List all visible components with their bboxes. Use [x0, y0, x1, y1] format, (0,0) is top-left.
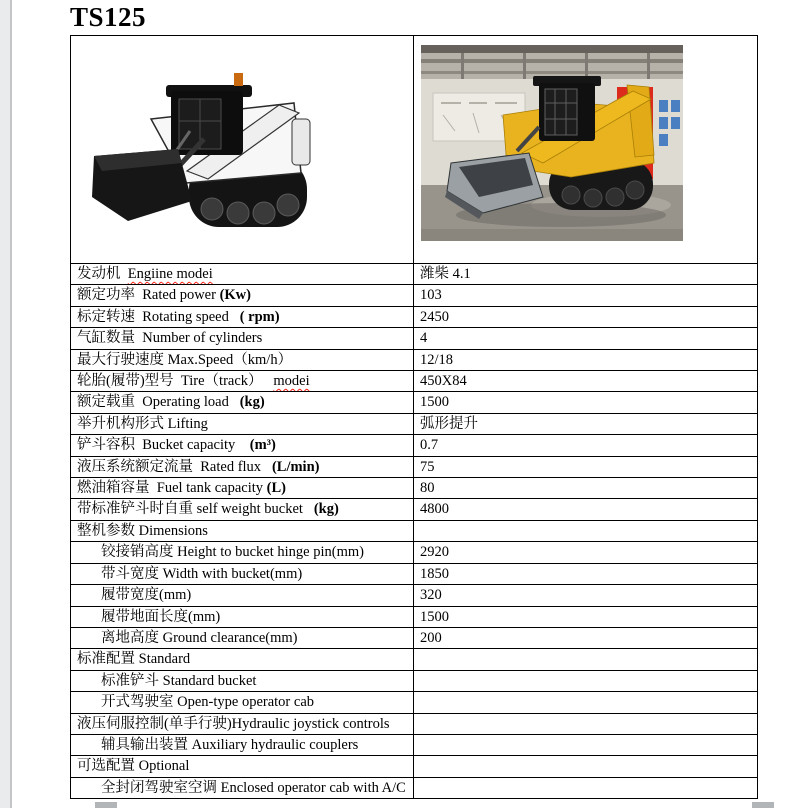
- spec-label-cell: [71, 328, 414, 349]
- spec-label-pre: 液压伺服控制(单手行驶)Hydraulic joystick controls: [77, 715, 390, 732]
- spec-row: [71, 499, 758, 520]
- spec-label-pre: 铰接销高度 Height to bucket hinge pin(mm): [101, 544, 364, 561]
- spec-row: [71, 478, 758, 499]
- spec-label-bold: (L/min): [271, 458, 320, 475]
- spec-row: [71, 371, 758, 392]
- spec-label-cell: [71, 734, 414, 755]
- spec-label-bold: (kg): [239, 394, 265, 411]
- spec-label-cell: [71, 371, 414, 392]
- spec-label-cell: [71, 756, 414, 777]
- spec-label-cell: [71, 306, 414, 327]
- spec-label-pre: 全封闭驾驶室空调 Enclosed operator cab with A/C: [101, 779, 406, 796]
- spec-value-cell: 1850: [414, 563, 758, 584]
- spec-label-cell: [71, 713, 414, 734]
- spec-label-pre: 标准铲斗 Standard bucket: [101, 672, 257, 689]
- white-track-loader-photo: [86, 61, 321, 256]
- spec-value-cell: 12/18: [414, 349, 758, 370]
- spec-label-cell: [71, 392, 414, 413]
- spec-label-pre: 离地高度 Ground clearance(mm): [101, 629, 298, 646]
- spec-label-bold: ( rpm): [239, 308, 280, 325]
- spec-label-bold: (L): [266, 480, 287, 497]
- spec-label-pre: 带标准铲斗时自重 self weight bucket: [77, 501, 314, 518]
- spec-row: [71, 734, 758, 755]
- spec-value-cell: 4: [414, 328, 758, 349]
- spec-label-cell: [71, 649, 414, 670]
- next-page-corner-left: [95, 802, 117, 808]
- spec-label-bold: (Kw): [219, 287, 251, 304]
- spec-label-pre: 整机参数 Dimensions: [77, 522, 208, 539]
- spec-label-cell: [71, 777, 414, 798]
- spec-label-pre: 标准配置 Standard: [77, 651, 191, 668]
- spec-row: [71, 542, 758, 563]
- spec-label-cell: [71, 585, 414, 606]
- spec-label-pre: 标定转速 Rotating speed: [77, 308, 240, 325]
- spec-value-cell: 4800: [414, 499, 758, 520]
- spec-value-cell: 80: [414, 478, 758, 499]
- next-page-corner-right: [752, 802, 774, 808]
- spec-value-cell: 200: [414, 627, 758, 648]
- spec-row: [71, 328, 758, 349]
- spec-label-pre: 可选配置 Optional: [77, 758, 190, 775]
- spec-value-cell: 1500: [414, 392, 758, 413]
- spec-value-cell: 320: [414, 585, 758, 606]
- spec-row: [71, 649, 758, 670]
- spec-value-cell: [414, 649, 758, 670]
- spec-row: [71, 692, 758, 713]
- spec-label-pre: 辅具输出装置 Auxiliary hydraulic couplers: [101, 736, 359, 753]
- spec-value-cell: [414, 713, 758, 734]
- spec-label-cell: [71, 563, 414, 584]
- spec-value-cell: 1500: [414, 606, 758, 627]
- spec-label-cell: [71, 692, 414, 713]
- spec-label-cell: [71, 413, 414, 434]
- spec-value-cell: [414, 520, 758, 541]
- spec-row: [71, 285, 758, 306]
- spec-label-pre: 额定功率 Rated power: [77, 287, 220, 304]
- spec-value-cell: 0.7: [414, 435, 758, 456]
- spec-label-pre: 铲斗容积 Bucket capacity: [77, 437, 250, 454]
- spec-label-pre: 履带地面长度(mm): [101, 608, 221, 625]
- spec-label-cell: [71, 499, 414, 520]
- spec-label-cell: [71, 349, 414, 370]
- document-page-left-edge: [0, 0, 12, 808]
- spec-label-pre: 带斗宽度 Width with bucket(mm): [101, 565, 303, 582]
- spec-label-bold: (kg): [313, 501, 339, 518]
- spec-row: [71, 756, 758, 777]
- spec-label-pre: 液压系统额定流量 Rated flux: [77, 458, 272, 475]
- spec-row: [71, 777, 758, 798]
- spec-label-pre: 最大行驶速度 Max.Speed（km/h）: [77, 351, 293, 368]
- spec-table-body: [71, 36, 758, 799]
- right-photo-cell: [414, 36, 758, 264]
- spec-label-pre: 履带宽度(mm): [101, 587, 192, 604]
- spec-label-cell: [71, 670, 414, 691]
- spec-row: [71, 606, 758, 627]
- spec-label-cell: [71, 542, 414, 563]
- spec-label-cell: [71, 285, 414, 306]
- spec-label-cell: [71, 264, 414, 285]
- spec-label-pre: 燃油箱容量 Fuel tank capacity: [77, 480, 267, 497]
- spec-row: [71, 627, 758, 648]
- spec-row: [71, 435, 758, 456]
- spec-value-cell: 450X84: [414, 371, 758, 392]
- spec-value-cell: 2450: [414, 306, 758, 327]
- spec-label-wavy: modei: [273, 373, 310, 390]
- spec-value-cell: [414, 692, 758, 713]
- spec-value-cell: [414, 734, 758, 755]
- spec-value-cell: 75: [414, 456, 758, 477]
- spec-label-cell: [71, 520, 414, 541]
- spec-label-pre: 举升机构形式 Lifting: [77, 415, 208, 432]
- spec-value-cell: [414, 756, 758, 777]
- spec-row: [71, 520, 758, 541]
- left-photo-cell: [71, 36, 414, 264]
- spec-table: [70, 35, 758, 799]
- spec-row: [71, 392, 758, 413]
- spec-row: [71, 563, 758, 584]
- page-title: TS125: [70, 2, 147, 32]
- spec-row: [71, 413, 758, 434]
- spec-row: [71, 456, 758, 477]
- spec-row: [71, 349, 758, 370]
- spec-label-pre: 轮胎(履带)型号 Tire（track）: [77, 373, 274, 390]
- spec-value-cell: [414, 777, 758, 798]
- product-images-row: [71, 36, 758, 264]
- spec-label-pre: 开式驾驶室 Open-type operator cab: [101, 694, 315, 711]
- spec-label-cell: [71, 478, 414, 499]
- spec-row: [71, 713, 758, 734]
- spec-value-cell: [414, 670, 758, 691]
- spec-row: [71, 264, 758, 285]
- spec-label-pre: 气缸数量 Number of cylinders: [77, 330, 263, 347]
- spec-label-pre: 发动机: [77, 266, 128, 282]
- spec-label-cell: [71, 627, 414, 648]
- spec-label-pre: 额定载重 Operating load: [77, 394, 240, 411]
- spec-row: [71, 585, 758, 606]
- spec-label-cell: [71, 435, 414, 456]
- spec-value-cell: 潍柴 4.1: [414, 264, 758, 285]
- spec-value-cell: 103: [414, 285, 758, 306]
- spec-value-cell: 2920: [414, 542, 758, 563]
- spec-label-cell: [71, 606, 414, 627]
- spec-label-wavy: Engiine modei: [127, 266, 213, 282]
- yellow-track-loader-photo: [421, 45, 683, 241]
- spec-label-cell: [71, 456, 414, 477]
- spec-row: [71, 306, 758, 327]
- spec-label-bold: (m³): [249, 437, 276, 454]
- spec-value-cell: 弧形提升: [414, 413, 758, 434]
- spec-row: [71, 670, 758, 691]
